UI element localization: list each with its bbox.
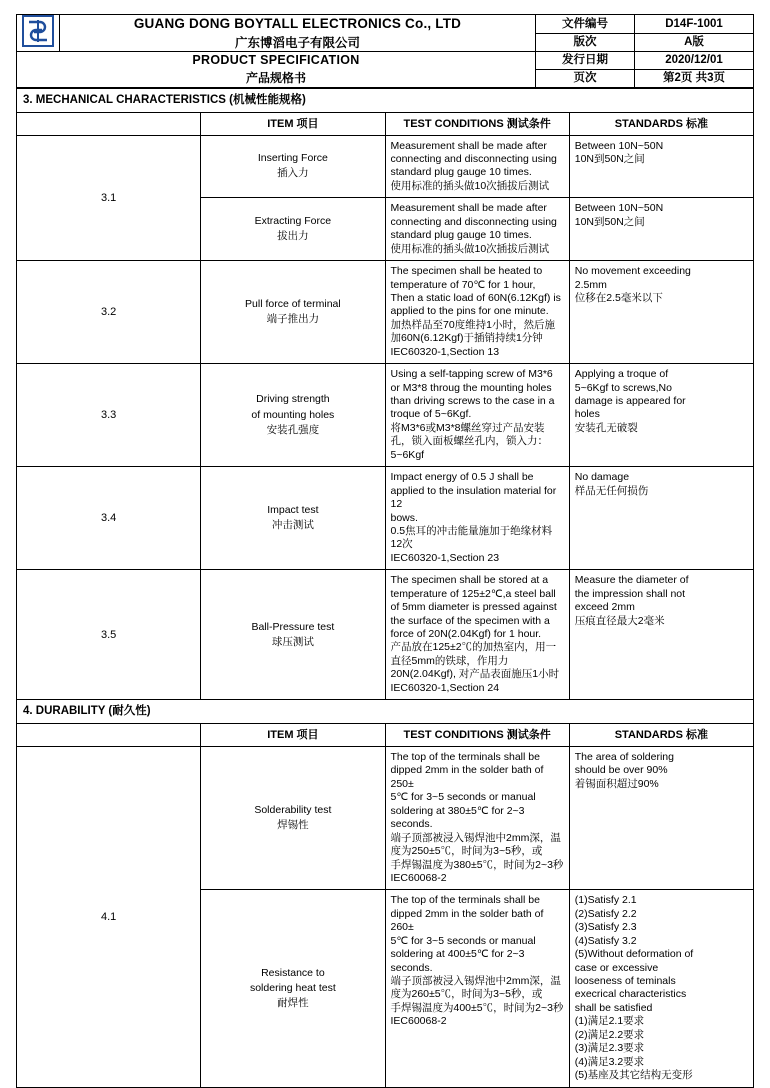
col-item-header-4: ITEM 项目 (201, 723, 385, 746)
table-row (17, 261, 754, 364)
conditions-3-1-b (385, 198, 569, 261)
item-label-en: Driving strength (256, 393, 330, 406)
condition-line: than driving screws to the case in a troque of 5~6Kgf. (390, 395, 555, 421)
standard-line: (2)Satisfy 2.2 (574, 907, 637, 920)
conditions-3-2 (385, 261, 569, 364)
condition-line: IEC60068-2 (390, 871, 447, 884)
standards-3-4 (569, 467, 753, 570)
item-ball-pressure-test (201, 570, 385, 700)
standards-3-3 (569, 364, 753, 467)
col-standards-header-4: STANDARDS 标准 (569, 723, 753, 746)
item-solderability-test (201, 747, 385, 890)
standard-line: (1)Satisfy 2.1 (574, 894, 637, 907)
standard-line: 样品无任何损伤 (574, 484, 649, 497)
condition-line: Measurement shall be made after connecting and disconnecting using (390, 139, 557, 166)
condition-line: 0.5焦耳的冲击能量施加于绝缘材料12次 (390, 524, 553, 551)
condition-line: Measurement shall be made after connecting and disconnecting using (390, 202, 557, 228)
item-label-en: Solderability test (254, 803, 332, 816)
condition-line: bows. (390, 511, 418, 524)
standard-line: holes (574, 408, 600, 421)
standard-line: should be over 90% (574, 764, 668, 777)
item-label-en: Pull force of terminal (245, 297, 341, 310)
company-name-cn: 广东博滔电子有限公司 (234, 36, 360, 51)
col-item-header-3: ITEM 项目 (201, 112, 385, 135)
row-no-3-2: 3.2 (17, 261, 201, 364)
row-no-3-1: 3.1 (17, 135, 201, 261)
item-extracting-force (201, 198, 385, 261)
page-label: 页次 (536, 70, 635, 88)
condition-line: 产品放在125±2℃的加热室内，用一直径5mm的铁球，作用力 (390, 641, 557, 667)
standard-line: 5~6Kgf to screws,No (574, 381, 672, 394)
condition-line: IEC60320-1,Section 23 (390, 551, 500, 564)
item-label-cn: 冲击测试 (271, 519, 314, 532)
col-no-header-3 (17, 112, 201, 135)
standard-line: 10N到50N之间 (574, 215, 645, 228)
page-value: 第2页 共3页 (635, 70, 754, 88)
condition-line: 使用标准的插头做10次插拔后测试 (390, 179, 550, 192)
item-label-cn: 插入力 (277, 167, 309, 180)
standard-line: (4)满足3.2要求 (574, 1055, 645, 1068)
row-no-3-3: 3.3 (17, 364, 201, 467)
table-row (17, 747, 754, 890)
row-no-4-1: 4.1 (17, 747, 201, 1088)
conditions-3-1-a (385, 135, 569, 198)
conditions-3-4 (385, 467, 569, 570)
col-no-header-4 (17, 723, 201, 746)
standard-line: 压痕直径最大2毫米 (574, 614, 665, 627)
condition-line: 5~6Kgf (390, 448, 425, 461)
standard-line: shall be satisfied (574, 1001, 653, 1014)
conditions-4-1-a (385, 747, 569, 890)
standard-line: 着锡面积超过90% (574, 777, 659, 790)
issue-date-value: 2020/12/01 (635, 52, 754, 70)
condition-line: 端子顶部被浸入锡焊池中2mm深，温度为260±5℃，时间为3~5秒，或 (390, 975, 561, 1001)
standard-line: (4)Satisfy 3.2 (574, 934, 637, 947)
item-label-cn: 耐焊性 (277, 997, 309, 1010)
condition-line: IEC60320-1,Section 13 (390, 345, 500, 358)
condition-line: The top of the terminals shall be dipped 2mm in the solder bath of 260± (390, 894, 544, 934)
condition-line: The specimen shall be heated to temperature of 70℃ for 1 hour, (390, 265, 543, 291)
condition-line: 5℃ for 3~5 seconds or manual soldering at 400±5℃ for 2~3 seconds. (390, 934, 536, 974)
item-label-en: Ball-Pressure test (251, 620, 335, 633)
standard-line: (2)满足2.2要求 (574, 1028, 645, 1041)
document-header (16, 14, 754, 88)
document-title-cn: 产品规格书 (245, 71, 306, 86)
standard-line: (5)Without deformation of (574, 948, 694, 961)
condition-line: IEC60320-1,Section 24 (390, 681, 500, 694)
item-inserting-force (201, 135, 385, 198)
item-label-en: Impact test (267, 504, 319, 517)
company-logo (17, 15, 60, 52)
item-label-cn: 球压测试 (271, 635, 314, 648)
conditions-3-5 (385, 570, 569, 700)
section-3-heading: 3. MECHANICAL CHARACTERISTICS (机械性能规格) (17, 88, 754, 112)
standards-4-1-a (569, 747, 753, 890)
condition-line: standard plug gauge 10 times. (390, 166, 532, 179)
standard-line: (3)满足2.3要求 (574, 1042, 645, 1055)
item-label-en2: of mounting holes (251, 408, 335, 421)
standard-line: 安装孔无破裂 (574, 421, 638, 434)
company-name-en: GUANG DONG BOYTALL ELECTRONICS Co., LTD (133, 16, 462, 32)
condition-line: standard plug gauge 10 times. (390, 229, 532, 242)
table-row (17, 364, 754, 467)
condition-line: 使用标准的插头做10次插拔后测试 (390, 242, 550, 255)
conditions-4-1-b (385, 890, 569, 1087)
revision-value: A版 (635, 33, 754, 52)
item-label-en: Extracting Force (254, 215, 332, 227)
condition-line: 手焊锡温度为400±5℃，时间为2~3秒 (390, 1001, 564, 1014)
item-label-cn: 端子推出力 (266, 313, 320, 326)
condition-line: 20N(2.04Kgf), 对产品表面施压1小时 (390, 668, 560, 681)
row-no-3-4: 3.4 (17, 467, 201, 570)
standard-line: (3)Satisfy 2.3 (574, 921, 637, 934)
table-row (17, 570, 754, 700)
condition-line: Using a self-tapping screw of M3*6 or M3*8 throug the mounting holes (390, 368, 553, 394)
col-conditions-header-4: TEST CONDITIONS 测试条件 (385, 723, 569, 746)
item-label-en2: soldering heat test (249, 981, 336, 994)
standard-line: execrical characteristics (574, 988, 687, 1001)
standards-3-1-b (569, 198, 753, 261)
item-impact-test (201, 467, 385, 570)
condition-line: The specimen shall be stored at a temperature of 125±2℃,a steel ball (390, 574, 556, 600)
condition-line: Then a static load of 60N(6.12Kgf) is applied to the pins for one minute. (390, 291, 561, 318)
condition-line: 5℃ for 3~5 seconds or manual soldering at 380±5℃ for 2~3 seconds. (390, 791, 536, 831)
document-title-cell (17, 52, 536, 87)
condition-line: Impact energy of 0.5 J shall be applied to the insulation material for 12 (390, 471, 557, 511)
standards-3-1-a (569, 135, 753, 198)
standard-line: (5)基座及其它结构无变形 (574, 1069, 693, 1082)
table-row (17, 467, 754, 570)
revision-label: 版次 (536, 33, 635, 52)
doc-number-value: D14F-1001 (635, 15, 754, 34)
condition-line: of 5mm diameter is pressed against the surface of the specimen with a (390, 601, 557, 627)
standard-line: Between 10N~50N (574, 139, 664, 152)
standard-line: the impression shall not (574, 587, 686, 600)
standard-line: exceed 2mm (574, 601, 635, 614)
standard-line: Between 10N~50N (574, 202, 664, 215)
condition-line: 手焊锡温度为380±5℃，时间为2~3秒 (390, 858, 564, 871)
standard-line: case or excessive (574, 961, 659, 974)
document-title-en: PRODUCT SPECIFICATION (192, 53, 360, 68)
section-4-heading: 4. DURABILITY (耐久性) (17, 700, 754, 724)
standard-line: No damage (574, 471, 630, 484)
standards-3-2 (569, 261, 753, 364)
item-label-en: Resistance to (261, 966, 325, 979)
standard-line: 2.5mm (574, 278, 607, 291)
standard-line: Applying a troque of (574, 368, 669, 381)
table-row (17, 135, 754, 198)
standard-line: No movement exceeding (574, 265, 691, 278)
standards-3-5 (569, 570, 753, 700)
standard-line: looseness of teminals (574, 975, 676, 988)
standard-line: Measure the diameter of (574, 574, 689, 587)
standard-line: (1)满足2.1要求 (574, 1015, 645, 1028)
section-mechanical (16, 88, 754, 1088)
condition-line: 将M3*6或M3*8螺丝穿过产品安装孔，锁入面板螺丝孔内，锁入力： (390, 421, 548, 448)
row-no-3-5: 3.5 (17, 570, 201, 700)
conditions-3-3 (385, 364, 569, 467)
item-label-cn: 焊锡性 (277, 819, 309, 832)
standard-line: 位移在2.5毫米以下 (574, 291, 663, 304)
condition-line: IEC60068-2 (390, 1015, 447, 1028)
item-label-cn: 安装孔强度 (266, 423, 320, 436)
standards-4-1-b (569, 890, 753, 1087)
col-standards-header-3: STANDARDS 标准 (569, 112, 753, 135)
item-label-cn: 拔出力 (277, 230, 309, 243)
condition-line: 端子顶部被浸入锡焊池中2mm深，温度为250±5℃，时间为3~5秒，或 (390, 831, 561, 858)
item-resistance-soldering-heat (201, 890, 385, 1087)
condition-line: The top of the terminals shall be dipped 2mm in the solder bath of 250± (390, 751, 544, 790)
company-name-cell (60, 15, 536, 52)
condition-line: 加热样品至70度维持1小时，然后施加60N(6.12Kgf)于插销持续1分钟 (390, 318, 556, 345)
item-pull-force-terminal (201, 261, 385, 364)
item-driving-strength (201, 364, 385, 467)
boytall-logo-icon (22, 15, 54, 47)
condition-line: force of 20N(2.04Kgf) for 1 hour. (390, 628, 542, 641)
item-label-en: Inserting Force (257, 152, 328, 165)
issue-date-label: 发行日期 (536, 52, 635, 70)
standard-line: 10N到50N之间 (574, 153, 645, 166)
col-conditions-header-3: TEST CONDITIONS 测试条件 (385, 112, 569, 135)
doc-number-label: 文件编号 (536, 15, 635, 34)
standard-line: damage is appeared for (574, 395, 686, 408)
standard-line: The area of soldering (574, 751, 674, 764)
